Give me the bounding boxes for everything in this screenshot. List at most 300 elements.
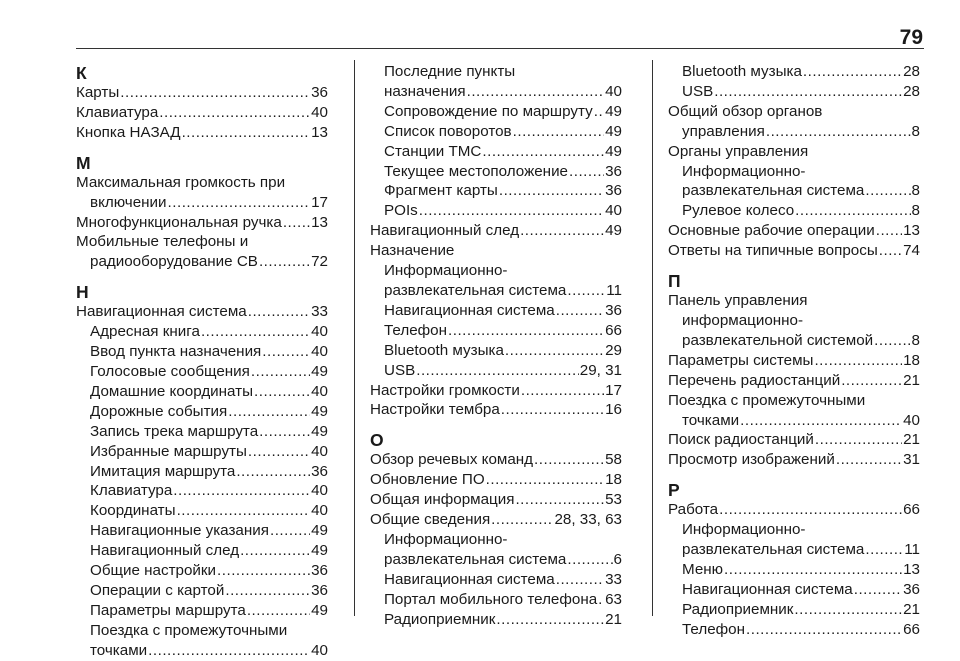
index-entry bbox=[668, 62, 920, 82]
entry-text: Имитация маршрута bbox=[90, 462, 236, 480]
entry-page: 40 bbox=[311, 103, 328, 121]
entry-page: 49 bbox=[311, 601, 328, 619]
index-entry bbox=[370, 470, 622, 490]
entry-text: Перечень радиостанций bbox=[668, 371, 841, 389]
entry-text: Последние пункты bbox=[384, 63, 516, 80]
index-entry bbox=[76, 541, 328, 561]
index-entry bbox=[76, 521, 328, 541]
entry-text: Просмотр изображений bbox=[668, 451, 835, 469]
index-section bbox=[370, 62, 622, 420]
entry-text: Параметры маршрута bbox=[90, 601, 246, 619]
index-entry bbox=[370, 490, 622, 510]
index-entry bbox=[668, 520, 920, 540]
entry-text: Голосовые сообщения bbox=[90, 362, 250, 380]
column-divider-2 bbox=[652, 60, 653, 616]
dot-leader bbox=[724, 560, 902, 580]
dot-leader bbox=[794, 600, 902, 620]
entry-text: Назначение bbox=[370, 242, 455, 260]
entry-text: Навигационный след bbox=[370, 222, 520, 240]
entry-page: 49 bbox=[605, 222, 622, 240]
index-section bbox=[76, 281, 328, 660]
index-entry bbox=[668, 311, 920, 331]
entry-page: 28 bbox=[903, 82, 920, 100]
dot-leader bbox=[419, 201, 604, 221]
dot-leader bbox=[879, 241, 902, 261]
entry-page: 17 bbox=[605, 381, 622, 399]
entry-page: 36 bbox=[605, 162, 622, 180]
entry-page: 40 bbox=[311, 382, 328, 400]
dot-leader bbox=[201, 322, 310, 342]
dot-leader bbox=[836, 450, 902, 470]
dot-leader bbox=[120, 83, 310, 103]
index-entry bbox=[668, 540, 920, 560]
entry-page: 36 bbox=[605, 301, 622, 319]
dot-leader bbox=[865, 540, 903, 560]
entry-text: Общие сведения bbox=[370, 511, 491, 529]
page-number: 79 bbox=[899, 26, 923, 49]
index-section bbox=[370, 429, 622, 629]
entry-page: 11 bbox=[904, 541, 920, 559]
dot-leader bbox=[714, 82, 902, 102]
entry-text: Адресная книга bbox=[90, 323, 200, 341]
entry-page: 13 bbox=[903, 222, 920, 240]
entry-text: Телефон bbox=[682, 620, 746, 638]
entry-page: 36 bbox=[903, 580, 920, 598]
dot-leader bbox=[182, 123, 311, 143]
entry-text: информационно- bbox=[682, 311, 804, 329]
entry-page: 63 bbox=[605, 590, 622, 608]
entry-page: 40 bbox=[311, 323, 328, 341]
entry-page: 17 bbox=[311, 193, 328, 211]
dot-leader bbox=[247, 601, 310, 621]
index-entry bbox=[668, 600, 920, 620]
entry-page: 40 bbox=[311, 502, 328, 520]
entry-page: 49 bbox=[605, 102, 622, 120]
dot-leader bbox=[254, 382, 310, 402]
header-rule bbox=[76, 48, 924, 49]
entry-text: развлекательная система bbox=[682, 541, 865, 559]
entry-text: Меню bbox=[682, 560, 724, 578]
entry-text: Карты bbox=[76, 84, 120, 101]
entry-page: 72 bbox=[311, 253, 328, 271]
index-entry bbox=[370, 550, 622, 570]
entry-page: 58 bbox=[605, 451, 622, 469]
entry-page: 49 bbox=[311, 522, 328, 540]
index-entry bbox=[76, 462, 328, 482]
entry-text: Навигационный след bbox=[90, 542, 240, 560]
index-entry bbox=[76, 103, 328, 123]
index-section bbox=[76, 62, 328, 143]
dot-leader bbox=[270, 521, 310, 541]
index-entry bbox=[76, 83, 328, 103]
dot-leader bbox=[521, 381, 604, 401]
entry-page: 49 bbox=[311, 542, 328, 560]
index-entry bbox=[370, 341, 622, 361]
index-column-2 bbox=[370, 62, 622, 629]
entry-text: Навигационная система bbox=[384, 570, 555, 588]
dot-leader bbox=[251, 362, 310, 382]
entry-page: 40 bbox=[311, 482, 328, 500]
index-entry bbox=[76, 252, 328, 272]
index-entry bbox=[668, 391, 920, 411]
entry-text: Информационно- bbox=[682, 162, 806, 180]
entry-page: 31 bbox=[903, 451, 920, 469]
entry-page: 11 bbox=[606, 281, 622, 299]
index-entry bbox=[76, 561, 328, 581]
index-entry bbox=[668, 82, 920, 102]
entry-text: Телефон bbox=[384, 321, 448, 339]
index-entry bbox=[370, 610, 622, 630]
dot-leader bbox=[513, 122, 604, 142]
entry-text: Настройки тембра bbox=[370, 401, 500, 419]
index-section bbox=[668, 62, 920, 261]
entry-text: Максимальная громкость при bbox=[76, 173, 286, 191]
dot-leader bbox=[177, 501, 311, 521]
index-entry bbox=[76, 232, 328, 252]
index-entry bbox=[668, 201, 920, 221]
entry-text: Домашние координаты bbox=[90, 382, 254, 400]
entry-text: Дорожные события bbox=[90, 402, 228, 420]
section-letter: П bbox=[668, 271, 681, 292]
dot-leader bbox=[467, 82, 605, 102]
index-entry bbox=[370, 102, 622, 122]
index-section bbox=[668, 479, 920, 639]
entry-text: Клавиатура bbox=[76, 103, 159, 121]
index-entry bbox=[370, 590, 622, 610]
index-entry bbox=[668, 181, 920, 201]
entry-text: точками bbox=[682, 411, 740, 429]
entry-text: Информационно- bbox=[384, 262, 508, 280]
index-entry bbox=[370, 570, 622, 590]
entry-text: Ответы на типичные вопросы bbox=[668, 242, 878, 260]
entry-page: 40 bbox=[605, 82, 622, 100]
entry-text: радиооборудование CB bbox=[90, 253, 258, 271]
entry-text: Информационно- bbox=[682, 521, 806, 539]
index-entry bbox=[668, 162, 920, 182]
index-entry bbox=[370, 321, 622, 341]
section-letter: М bbox=[76, 152, 91, 173]
index-entry bbox=[668, 560, 920, 580]
entry-text: Поездка с промежуточными bbox=[668, 391, 866, 409]
section-letter: Р bbox=[668, 480, 680, 501]
index-entry bbox=[370, 181, 622, 201]
dot-leader bbox=[556, 301, 604, 321]
entry-text: Клавиатура bbox=[90, 482, 173, 500]
dot-leader bbox=[173, 481, 310, 501]
dot-leader bbox=[520, 221, 604, 241]
dot-leader bbox=[874, 331, 910, 351]
dot-leader bbox=[567, 550, 612, 570]
entry-text: Запись трека маршрута bbox=[90, 422, 259, 440]
entry-page: 49 bbox=[605, 122, 622, 140]
dot-leader bbox=[259, 252, 310, 272]
dot-leader bbox=[766, 122, 911, 142]
index-entry bbox=[668, 580, 920, 600]
entry-text: Панель управления bbox=[668, 292, 808, 310]
index-entry bbox=[668, 450, 920, 470]
entry-page: 13 bbox=[311, 123, 328, 141]
index-entry bbox=[370, 450, 622, 470]
entry-text: Портал мобильного телефона bbox=[384, 590, 598, 608]
entry-text: включении bbox=[90, 193, 167, 211]
entry-text: развлекательная система bbox=[384, 281, 567, 299]
entry-text: Навигационная система bbox=[682, 580, 853, 598]
dot-leader bbox=[486, 470, 604, 490]
index-entry bbox=[668, 102, 920, 122]
dot-leader bbox=[740, 411, 902, 431]
entry-page: 74 bbox=[903, 242, 920, 260]
dot-leader bbox=[569, 162, 604, 182]
index-entry bbox=[668, 351, 920, 371]
index-entry bbox=[668, 411, 920, 431]
index-entry bbox=[370, 361, 622, 381]
index-entry bbox=[668, 221, 920, 241]
entry-text: Станции TMC bbox=[384, 142, 482, 160]
dot-leader bbox=[598, 590, 604, 610]
entry-page: 66 bbox=[903, 501, 920, 519]
entry-text: Ввод пункта назначения bbox=[90, 343, 262, 361]
entry-page: 6 bbox=[613, 550, 622, 568]
entry-page: 18 bbox=[903, 351, 920, 369]
column-divider-1 bbox=[354, 60, 355, 616]
entry-text: управления bbox=[682, 122, 765, 140]
index-section bbox=[668, 270, 920, 470]
index-entry bbox=[76, 641, 328, 661]
index-entry bbox=[370, 381, 622, 401]
dot-leader bbox=[240, 541, 310, 561]
entry-page: 36 bbox=[311, 562, 328, 580]
entry-text: Кнопка НАЗАД bbox=[76, 123, 181, 141]
entry-text: развлекательная система bbox=[682, 182, 865, 200]
section-letter: К bbox=[76, 63, 87, 83]
index-entry bbox=[76, 302, 328, 322]
dot-leader bbox=[499, 181, 604, 201]
index-entry bbox=[668, 122, 920, 142]
entry-page: 8 bbox=[911, 202, 920, 220]
entry-page: 66 bbox=[605, 321, 622, 339]
dot-leader bbox=[556, 570, 604, 590]
index-entry bbox=[76, 173, 328, 193]
entry-page: 33 bbox=[605, 570, 622, 588]
index-entry bbox=[668, 142, 920, 162]
index-column-3 bbox=[668, 62, 920, 640]
entry-text: Работа bbox=[668, 501, 719, 519]
entry-page: 13 bbox=[903, 560, 920, 578]
dot-leader bbox=[515, 490, 604, 510]
index-entry bbox=[370, 162, 622, 182]
entry-text: Радиоприемник bbox=[682, 600, 794, 618]
entry-text: Навигационная система bbox=[384, 301, 555, 319]
entry-page: 40 bbox=[311, 343, 328, 361]
entry-page: 36 bbox=[311, 581, 328, 599]
entry-text: USB bbox=[682, 82, 714, 100]
dot-leader bbox=[795, 201, 910, 221]
entry-text: Многофункциональная ручка bbox=[76, 213, 282, 231]
entry-page: 8 bbox=[911, 331, 920, 349]
entry-text: назначения bbox=[384, 82, 466, 100]
dot-leader bbox=[534, 450, 604, 470]
dot-leader bbox=[448, 321, 604, 341]
index-entry bbox=[370, 201, 622, 221]
dot-leader bbox=[416, 361, 579, 381]
entry-text: POIs bbox=[384, 202, 418, 220]
index-entry bbox=[76, 342, 328, 362]
entry-page: 8 bbox=[911, 122, 920, 140]
index-entry bbox=[76, 442, 328, 462]
entry-text: Поездка с промежуточными bbox=[90, 621, 288, 639]
dot-leader bbox=[217, 561, 310, 581]
dot-leader bbox=[482, 142, 604, 162]
entry-page: 21 bbox=[903, 431, 920, 449]
entry-page: 29, 31 bbox=[579, 361, 622, 379]
entry-page: 66 bbox=[903, 620, 920, 638]
entry-page: 53 bbox=[605, 491, 622, 509]
index-entry bbox=[370, 62, 622, 82]
index-entry bbox=[76, 581, 328, 601]
entry-page: 16 bbox=[605, 401, 622, 419]
index-entry bbox=[370, 142, 622, 162]
dot-leader bbox=[876, 221, 902, 241]
entry-page: 21 bbox=[903, 600, 920, 618]
dot-leader bbox=[567, 281, 605, 301]
dot-leader bbox=[248, 302, 310, 322]
entry-text: Общие настройки bbox=[90, 562, 217, 580]
index-entry bbox=[76, 382, 328, 402]
entry-page: 21 bbox=[605, 610, 622, 628]
index-entry bbox=[668, 291, 920, 311]
index-entry bbox=[370, 122, 622, 142]
entry-page: 36 bbox=[605, 182, 622, 200]
entry-text: Фрагмент карты bbox=[384, 182, 498, 200]
entry-page: 49 bbox=[311, 402, 328, 420]
index-entry bbox=[76, 402, 328, 422]
entry-text: Bluetooth музыка bbox=[384, 341, 504, 359]
dot-leader bbox=[594, 102, 604, 122]
entry-text: Избранные маршруты bbox=[90, 442, 247, 460]
index-entry bbox=[370, 510, 622, 530]
index-entry bbox=[76, 213, 328, 233]
dot-leader bbox=[854, 580, 902, 600]
entry-text: Рулевое колесо bbox=[682, 202, 795, 220]
index-entry bbox=[76, 422, 328, 442]
dot-leader bbox=[236, 462, 310, 482]
dot-leader bbox=[148, 641, 310, 661]
dot-leader bbox=[865, 181, 910, 201]
entry-text: Операции с картой bbox=[90, 581, 225, 599]
dot-leader bbox=[228, 402, 310, 422]
index-entry bbox=[370, 221, 622, 241]
section-letter: Н bbox=[76, 282, 89, 303]
index-entry bbox=[76, 501, 328, 521]
dot-leader bbox=[168, 193, 311, 213]
entry-text: Параметры системы bbox=[668, 351, 814, 369]
entry-text: Обновление ПО bbox=[370, 471, 485, 489]
index-entry bbox=[76, 601, 328, 621]
dot-leader bbox=[259, 422, 310, 442]
dot-leader bbox=[262, 342, 310, 362]
index-entry bbox=[76, 362, 328, 382]
index-entry bbox=[370, 261, 622, 281]
dot-leader bbox=[803, 62, 902, 82]
entry-text: Общий обзор органов bbox=[668, 102, 823, 120]
entry-page: 13 bbox=[311, 213, 328, 231]
entry-text: Основные рабочие операции bbox=[668, 222, 875, 240]
dot-leader bbox=[841, 371, 902, 391]
index-entry bbox=[668, 371, 920, 391]
dot-leader bbox=[505, 341, 604, 361]
dot-leader bbox=[719, 500, 902, 520]
index-entry bbox=[76, 621, 328, 641]
entry-text: Bluetooth музыка bbox=[682, 63, 802, 80]
index-entry bbox=[370, 301, 622, 321]
index-entry bbox=[370, 281, 622, 301]
dot-leader bbox=[814, 351, 902, 371]
dot-leader bbox=[248, 442, 310, 462]
entry-page: 49 bbox=[605, 142, 622, 160]
entry-text: Поиск радиостанций bbox=[668, 431, 814, 449]
index-section bbox=[76, 152, 328, 273]
entry-text: USB bbox=[384, 361, 416, 379]
entry-page: 28 bbox=[903, 63, 920, 80]
dot-leader bbox=[491, 510, 553, 530]
dot-leader bbox=[501, 400, 604, 420]
entry-page: 8 bbox=[911, 182, 920, 200]
entry-text: Радиоприемник bbox=[384, 610, 496, 628]
entry-text: Мобильные телефоны и bbox=[76, 233, 249, 251]
dot-leader bbox=[746, 620, 902, 640]
entry-page: 36 bbox=[311, 84, 328, 101]
index-column-1 bbox=[76, 62, 328, 661]
index-entry bbox=[76, 193, 328, 213]
entry-text: Координаты bbox=[90, 502, 176, 520]
entry-page: 40 bbox=[311, 641, 328, 659]
entry-page: 28, 33, 63 bbox=[554, 511, 622, 529]
entry-text: развлекательной системой bbox=[682, 331, 874, 349]
index-entry bbox=[668, 241, 920, 261]
entry-text: развлекательная система bbox=[384, 550, 567, 568]
entry-page: 40 bbox=[311, 442, 328, 460]
entry-page: 40 bbox=[605, 202, 622, 220]
entry-text: Настройки громкости bbox=[370, 381, 520, 399]
entry-page: 33 bbox=[311, 303, 328, 321]
index-entry bbox=[76, 123, 328, 143]
index-entry bbox=[370, 241, 622, 261]
entry-text: Сопровождение по маршруту bbox=[384, 102, 593, 120]
entry-text: Информационно- bbox=[384, 530, 508, 548]
entry-text: Текущее местоположение bbox=[384, 162, 568, 180]
dot-leader bbox=[159, 103, 310, 123]
section-letter: О bbox=[370, 430, 384, 451]
entry-text: Список поворотов bbox=[384, 122, 512, 140]
entry-page: 49 bbox=[311, 362, 328, 380]
dot-leader bbox=[815, 430, 902, 450]
dot-leader bbox=[283, 213, 310, 233]
entry-text: Общая информация bbox=[370, 491, 515, 509]
dot-leader bbox=[225, 581, 310, 601]
entry-page: 18 bbox=[605, 471, 622, 489]
index-entry bbox=[76, 481, 328, 501]
index-entry bbox=[668, 500, 920, 520]
index-entry bbox=[668, 620, 920, 640]
index-entry bbox=[668, 430, 920, 450]
index-entry bbox=[370, 400, 622, 420]
entry-text: Обзор речевых команд bbox=[370, 451, 534, 469]
entry-text: Навигационные указания bbox=[90, 522, 269, 540]
index-entry bbox=[76, 322, 328, 342]
dot-leader bbox=[496, 610, 604, 630]
entry-text: Органы управления bbox=[668, 142, 809, 160]
index-entry bbox=[370, 82, 622, 102]
